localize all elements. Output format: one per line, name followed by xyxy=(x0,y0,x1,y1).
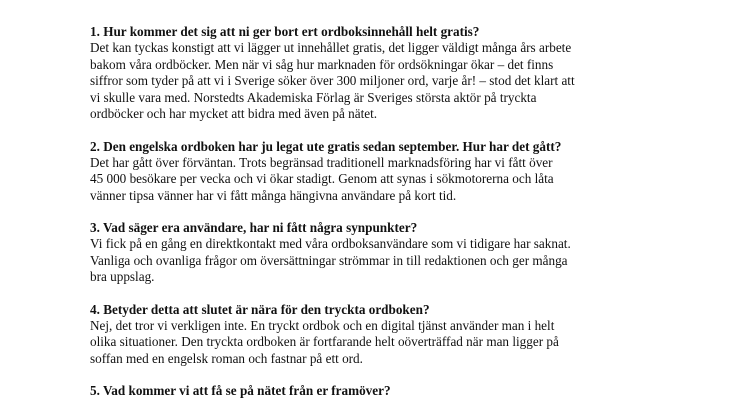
answer-line: bra uppslag. xyxy=(90,269,155,284)
answer-line: soffan med en engelsk roman och fastnar på ett ord. xyxy=(90,350,363,366)
faq-answer-3 xyxy=(90,236,710,286)
faq-question-4: 4. Betyder detta att slutet är nära för den tryckta ordboken? xyxy=(90,301,430,317)
faq-question-5: 5. Vad kommer vi att få se på nätet från er framöver? xyxy=(90,383,391,398)
answer-line: 45 000 besökare per vecka och vi ökar stadigt. Genom att synas i sökmotorerna och låta xyxy=(90,171,554,186)
answer-line: Det har gått över förväntan. Trots begränsad traditionell marknadsföring har vi fått över xyxy=(90,154,553,170)
answer-line: Nej, det tror vi verkligen inte. En tryckt ordbok och en digital tjänst använder man i helt xyxy=(90,317,555,333)
faq-answer-1 xyxy=(90,40,710,123)
faq-question-3: 3. Vad säger era användare, har ni fått några synpunkter? xyxy=(90,220,418,235)
faq-item-2 xyxy=(90,139,710,205)
faq-question-1: 1. Hur kommer det sig att ni ger bort ert ordboksinnehåll helt gratis? xyxy=(90,24,480,39)
answer-line: vi skulle vara med. Norstedts Akademiska Förlag är Sveriges största aktör på tryckta xyxy=(90,89,537,105)
document-page xyxy=(90,24,710,415)
faq-item-3 xyxy=(90,220,710,286)
answer-line: Vi fick på en gång en direktkontakt med våra ordboksanvändare som vi tidigare har saknat. xyxy=(90,236,571,251)
faq-question-2: 2. Den engelska ordboken har ju legat ute gratis sedan september. Hur har det gått? xyxy=(90,138,562,154)
faq-answer-2 xyxy=(90,155,710,205)
answer-line: ordböcker och har mycket att bidra med även på nätet. xyxy=(90,106,378,121)
answer-line: vänner tipsa vänner har vi fått många hängivna användare på kort tid. xyxy=(90,187,457,203)
faq-answer-4 xyxy=(90,318,710,368)
answer-line: Vanliga och ovanliga frågor om översättningar strömmar in till redaktionen och ger många xyxy=(90,252,568,268)
faq-item-1 xyxy=(90,24,710,123)
answer-line: Det kan tyckas konstigt att vi lägger ut innehållet gratis, det ligger väldigt många års arbete xyxy=(90,40,572,55)
answer-line: olika situationer. Den tryckta ordboken är fortfarande helt oöverträffad när man ligger på xyxy=(90,334,559,349)
answer-line: bakom våra ordböcker. Men när vi såg hur marknaden för ordsökningar ökar – det finns xyxy=(90,56,554,72)
faq-item-4 xyxy=(90,302,710,368)
answer-line: siffror som tyder på att vi i Sverige söker över 300 miljoner ord, varje år! – stod det klart att xyxy=(90,73,575,88)
faq-item-5 xyxy=(90,383,710,399)
